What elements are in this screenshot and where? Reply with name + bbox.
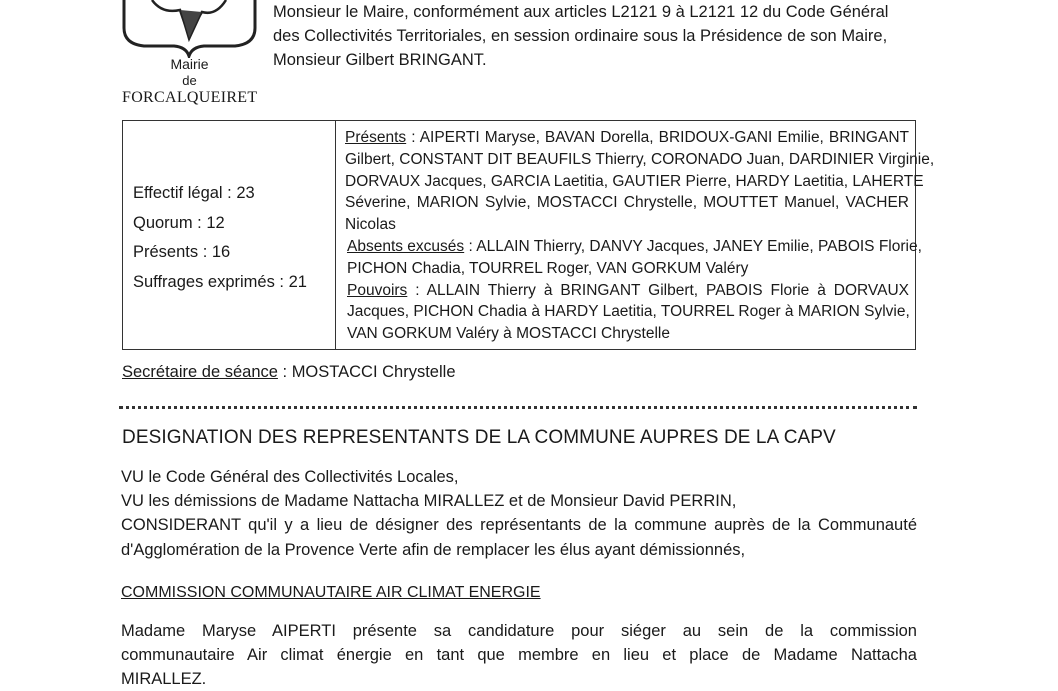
presents-count: Présents : 16 — [133, 243, 231, 261]
deliberation-title: DESIGNATION DES REPRESENTANTS DE LA COMMUNE AUPRES DE LA CAPV — [122, 427, 836, 448]
pouvoirs-first-line: Pouvoirs : ALLAIN Thierry à BRINGANT Gilbert, PABOIS Florie à DORVAUX — [347, 281, 909, 299]
presents-first-line: Présents : AIPERTI Maryse, BAVAN Dorella, BRIDOUX-GANI Emilie, BRINGANT — [345, 129, 909, 146]
column-divider — [335, 121, 336, 349]
commission-line: communautaire Air climat énergie en tant que membre en lieu et place de Madame Nattacha — [121, 646, 917, 664]
logo-de-text: de — [182, 73, 197, 88]
dotted-divider — [119, 406, 917, 409]
presents-label: Présents — [345, 129, 407, 146]
presents-line: DORVAUX Jacques, GARCIA Laetitia, GAUTIER Pierre, HARDY Laetitia, LAHERTE — [345, 172, 924, 190]
preamble-line: CONSIDERANT qu'il y a lieu de désigner des représentants de la commune auprès de la Communauté — [121, 516, 917, 535]
deliberation-preamble — [121, 465, 917, 562]
attendance-details — [345, 127, 935, 345]
logo-town-name: FORCALQUEIRET — [122, 89, 258, 106]
quorum: Quorum : 12 — [133, 213, 225, 232]
attendance-table — [122, 120, 935, 350]
absents-line: PICHON Chadia, TOURREL Roger, VAN GORKUM Valéry — [347, 259, 749, 277]
presents-line: Gilbert, CONSTANT DIT BEAUFILS Thierry, CORONADO Juan, DARDINIER Virginie, — [345, 150, 935, 168]
intro-paragraph — [273, 0, 919, 72]
absents-label: Absents excusés — [347, 237, 465, 255]
commission-paragraph — [121, 619, 917, 691]
presents-line: Nicolas — [345, 216, 396, 234]
commission-line: Madame Maryse AIPERTI présente sa candidature pour siéger au sein de la commission — [121, 622, 917, 640]
pouvoirs-line: VAN GORKUM Valéry à MOSTACCI Chrystelle — [347, 325, 670, 343]
preamble-line: VU les démissions de Madame Nattacha MIRALLEZ et de Monsieur David PERRIN, — [121, 492, 737, 511]
logo-mairie-text: Mairie — [170, 56, 209, 72]
suffrages-exprimes: Suffrages exprimés : 21 — [133, 272, 307, 291]
secretaire-label: Secrétaire de séance — [122, 363, 278, 381]
intro-line: des Collectivités Territoriales, en session ordinaire sous la Présidence de son Maire, — [273, 27, 888, 45]
commission-title: COMMISSION COMMUNAUTAIRE AIR CLIMAT ENERGIE — [121, 584, 541, 601]
preamble-line: VU le Code Général des Collectivités Locales, — [121, 468, 459, 486]
intro-line: Monsieur Gilbert BRINGANT. — [273, 51, 487, 69]
secretaire-seance — [122, 363, 456, 382]
intro-line: Monsieur le Maire, conformément aux articles L2121 9 à L2121 12 du Code Général — [273, 3, 889, 21]
presents-line: Séverine, MARION Sylvie, MOSTACCI Chrystelle, MOUTTET Manuel, VACHER — [345, 194, 909, 212]
commission-line: MIRALLEZ. — [121, 670, 207, 688]
pouvoirs-line: Jacques, PICHON Chadia à HARDY Laetitia, TOURREL Roger à MARION Sylvie, — [347, 303, 910, 321]
attendance-summary — [133, 179, 307, 297]
pouvoirs-label: Pouvoirs — [347, 281, 408, 299]
municipal-logo — [122, 0, 257, 110]
effectif-legal: Effectif légal : 23 — [133, 184, 255, 202]
secretaire-value: : MOSTACCI Chrystelle — [277, 363, 456, 381]
coat-of-arms-icon — [122, 0, 257, 58]
preamble-line: d'Agglomération de la Provence Verte afin de remplacer les élus ayant démissionnés, — [121, 540, 746, 559]
absents-first-line: Absents excusés : ALLAIN Thierry, DANVY Jacques, JANEY Emilie, PABOIS Florie, — [347, 237, 922, 255]
